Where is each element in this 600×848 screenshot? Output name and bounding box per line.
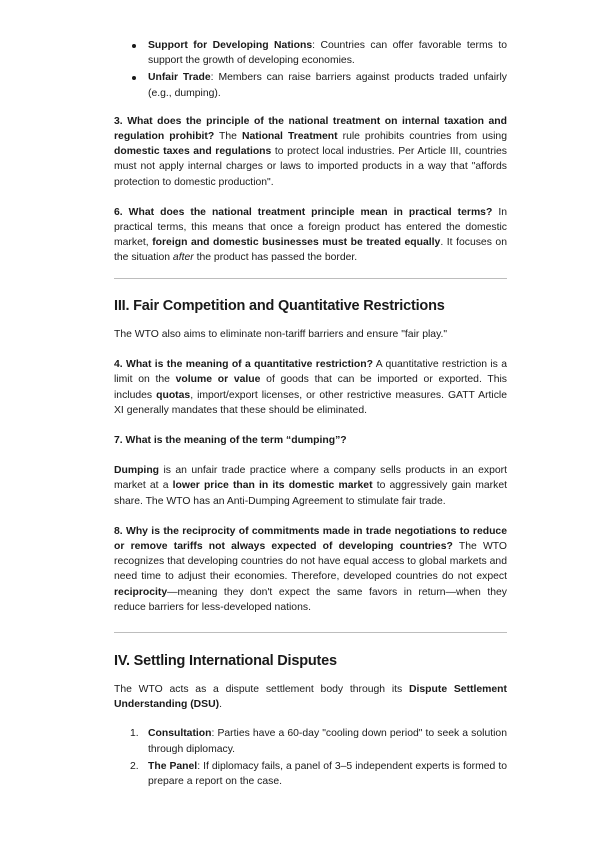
qa-block-3: 3. What does the principle of the national treatment on internal taxation and regulation prohibit? The National Treatment rule prohibits countries from using domestic taxes and regulations to protect local industries. Per Article III, countries must not apply internal charges or laws to imported products in a way that "affords protection to domestic production". [114, 115, 507, 188]
section-4-intro: The WTO acts as a dispute settlement body through its Dispute Settlement Understanding (DSU). [114, 684, 507, 711]
bullet-item [148, 70, 507, 100]
qa-block-8: 8. Why is the reciprocity of commitments made in trade negotiations to reduce or remove tariffs not always expected of developing countries? The WTO recognizes that developing countries do not have equal access to global markets and need time to adjust their economies. Therefore, developed countries do not expect reciprocity—meaning they don't expect the same favors in return—when they reduce barriers for less-developed nations. [114, 525, 507, 613]
section-3-heading: III. Fair Competition and Quantitative Restrictions [114, 298, 445, 314]
question-3: 3. What does the principle of the national treatment on internal taxation and regulation prohibit? [114, 115, 507, 143]
bullet-item [148, 38, 507, 68]
qa-block-6: 6. What does the national treatment principle mean in practical terms? In practical terms, this means that once a foreign product has entered the domestic market, foreign and domestic businesses must be treated equally. It focuses on the situation after the product has passed the border. [114, 206, 507, 264]
question-6: 6. What does the national treatment principle mean in practical terms? [114, 206, 493, 218]
section-4-heading: IV. Settling International Disputes [114, 653, 337, 669]
bullet-text: : Members can raise barriers against products traded unfairly (e.g., dumping). [148, 72, 507, 99]
step-item [130, 759, 507, 789]
question-4: 4. What is the meaning of a quantitative restriction? [114, 359, 373, 371]
step-number: 2. [130, 760, 139, 772]
dispute-steps-list [114, 726, 507, 789]
bullet-text: : Countries can offer favorable terms to support the growth of developing economies. [148, 40, 507, 67]
answer-7: Dumping is an unfair trade practice where a company sells products in an export market at a lower price than in its domestic market to aggressively gain market share. The WTO has an Anti-Dumping Agreement to stimulate fair trade. [114, 465, 507, 507]
bullet-term: Unfair Trade [148, 72, 211, 84]
section-3-intro: The WTO also aims to eliminate non-tariff barriers and ensure "fair play." [114, 329, 448, 340]
step-item [130, 726, 507, 756]
section-3 [114, 297, 507, 615]
step-text: : Parties have a 60-day "cooling down period" to seek a solution through diplomacy. [148, 728, 507, 755]
question-7: 7. What is the meaning of the term “dumping”? [114, 435, 347, 447]
question-8: 8. Why is the reciprocity of commitments made in trade negotiations to reduce or remove tariffs not always expected of developing countries? [114, 525, 507, 553]
qa-block-4: 4. What is the meaning of a quantitative restriction? A quantitative restriction is a limit on the volume or value of goods that can be imported or exported. This includes quotas, import/export licenses, or other restrictive measures. GATT Article XI generally mandates that these should be eliminated. [114, 359, 508, 416]
bullet-term: Support for Developing Nations [148, 40, 313, 51]
step-text: : If diplomacy fails, a panel of 3–5 independent experts is formed to prepare a report on the case. [148, 760, 507, 788]
section-divider [114, 278, 507, 279]
principles-bullet-list [114, 38, 507, 101]
section-4 [114, 652, 507, 791]
document-page [114, 38, 507, 266]
section-divider [114, 632, 507, 633]
step-term: Consultation [148, 728, 212, 740]
step-number: 1. [130, 728, 139, 740]
step-term: The Panel [148, 760, 198, 772]
